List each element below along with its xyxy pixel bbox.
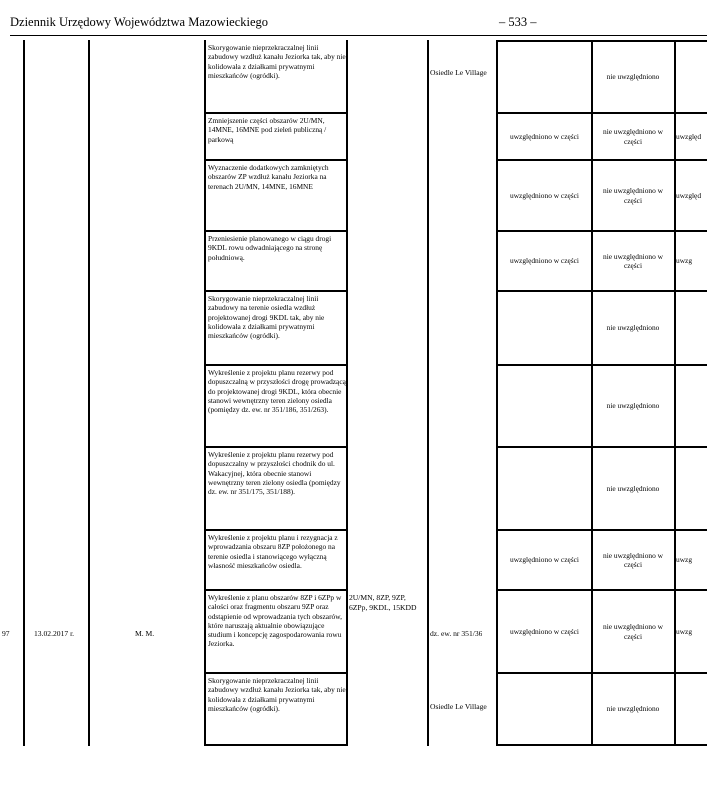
status-accepted: uwzględniono w części [510, 190, 579, 200]
entry-parcel: dz. ew. nr 351/36 [430, 629, 483, 638]
table-row-description: Skorygowanie nieprzekraczalnej linii zabudowy na terenie osiedla wzdłuż projektowanej drogi 9KDL tak, aby nie kolidowała z działkami prywatnymi mieszkańców (ogródki). [208, 294, 325, 341]
table-vline [346, 40, 348, 746]
entry-number: 97 [2, 629, 10, 638]
table-vline [427, 40, 429, 746]
table-hline [204, 672, 348, 674]
status-partial: uwzg [676, 555, 693, 565]
status-rejected: nie uwzględniono w części [603, 251, 663, 270]
page-header [0, 0, 707, 36]
status-partial: uwzg [676, 626, 693, 636]
page-number: – 533 – [499, 15, 537, 29]
table-hline [204, 589, 348, 591]
entry-date: 13.02.2017 r. [34, 629, 75, 638]
status-rejected: nie uwzględniono [606, 483, 660, 493]
table-hline [204, 290, 348, 292]
status-rejected: nie uwzględniono w części [603, 186, 663, 205]
journal-title: Dziennik Urzędowy Województwa Mazowieckiego [10, 15, 269, 29]
table-row-description: Wykreślenie z planu obszarów 8ZP i 6ZPp w całości oraz fragmentu obszaru 9ZP oraz odstąpienie od wprowadzania tych obszarów, które naruszają aktualnie obowiązujące studium i koncepcję zagospodarowania rowu Jeziorka. [208, 593, 342, 649]
location-label: Osiedle Le Village [430, 702, 487, 711]
table-hline [496, 744, 707, 746]
table-row-description: Wykreślenie z projektu planu rezerwy pod dopuszczalny w przyszłości chodnik do ul. Wakacyjnej, która obecnie stanowi wewnętrzny teren zielony osiedla (pomiędzy dz. ew. nr 351/175, 351/188). [208, 450, 341, 497]
status-rejected: nie uwzględniono [606, 72, 660, 82]
status-accepted: uwzględniono w części [510, 256, 579, 266]
entry-areas: 2U/MN, 8ZP, 9ZP, 6ZPp, 9KDL, 15KDD [349, 593, 417, 612]
location-label: Osiedle Le Village [430, 68, 487, 77]
status-partial: uwzględ [676, 190, 702, 200]
table-hline [204, 446, 348, 448]
table-hline [204, 159, 348, 161]
table-row-description: Wyznaczenie dodatkowych zamkniętych obszarów ZP wzdłuż kanału Jeziorka na terenach 2U/MN, 14MNE, 16MNE [208, 163, 329, 191]
status-rejected: nie uwzględniono [606, 401, 660, 411]
table-row-description: Skorygowanie nieprzekraczalnej linii zabudowy wzdłuż kanału Jeziorka tak, aby nie kolidowała z działkami prywatnymi mieszkańców (ogródki). [208, 676, 346, 713]
table-hline [204, 230, 348, 232]
table-row-description: Wykreślenie z projektu planu i rezygnacja z wprowadzania obszaru 8ZP położonego na terenie osiedla i stanowiącego wyłączną własność mieszkańców osiedla. [208, 533, 338, 570]
table-hline [204, 529, 348, 531]
table-vline [23, 40, 25, 746]
table-hline [204, 744, 348, 746]
status-partial: uwzg [676, 256, 693, 266]
status-rejected: nie uwzględniono [606, 704, 660, 714]
table-vline [204, 40, 206, 746]
table-vline [591, 40, 593, 746]
table-row-description: Przeniesienie planowanego w ciągu drogi 9KDL rowu odwadniającego na stronę południową. [208, 234, 332, 262]
status-rejected: nie uwzględniono w części [603, 127, 663, 146]
table-row-description: Zmniejszenie części obszarów 2U/MN, 14MNE, 16MNE pod zieleń publiczną / parkową [208, 116, 327, 144]
header-rule [10, 35, 707, 36]
entry-name: M. M. [135, 629, 155, 638]
status-partial: uwzględ [676, 131, 702, 141]
status-rejected: nie uwzględniono w części [603, 550, 663, 569]
status-accepted: uwzględniono w części [510, 626, 579, 636]
status-accepted: uwzględniono w części [510, 555, 579, 565]
status-rejected: nie uwzględniono [606, 323, 660, 333]
table-hline [204, 364, 348, 366]
status-accepted: uwzględniono w części [510, 131, 579, 141]
table-vline [88, 40, 90, 746]
table-row-description: Skorygowanie nieprzekraczalnej linii zabudowy wzdłuż kanału Jeziorka tak, aby nie kolidowała z działkami prywatnymi mieszkańców (ogródki). [208, 43, 346, 80]
table-row-description: Wykreślenie z projektu planu rezerwy pod dopuszczalną w przyszłości drogę prowadzącą do projektowanej drogi 9KDL, która obecnie stanowi wewnętrzny teren zielony osiedla (pomiędzy dz. ew. nr 351/186, 351/263). [208, 368, 346, 415]
status-rejected: nie uwzględniono w części [603, 622, 663, 641]
table-vline [496, 40, 498, 746]
table-hline [204, 112, 348, 114]
